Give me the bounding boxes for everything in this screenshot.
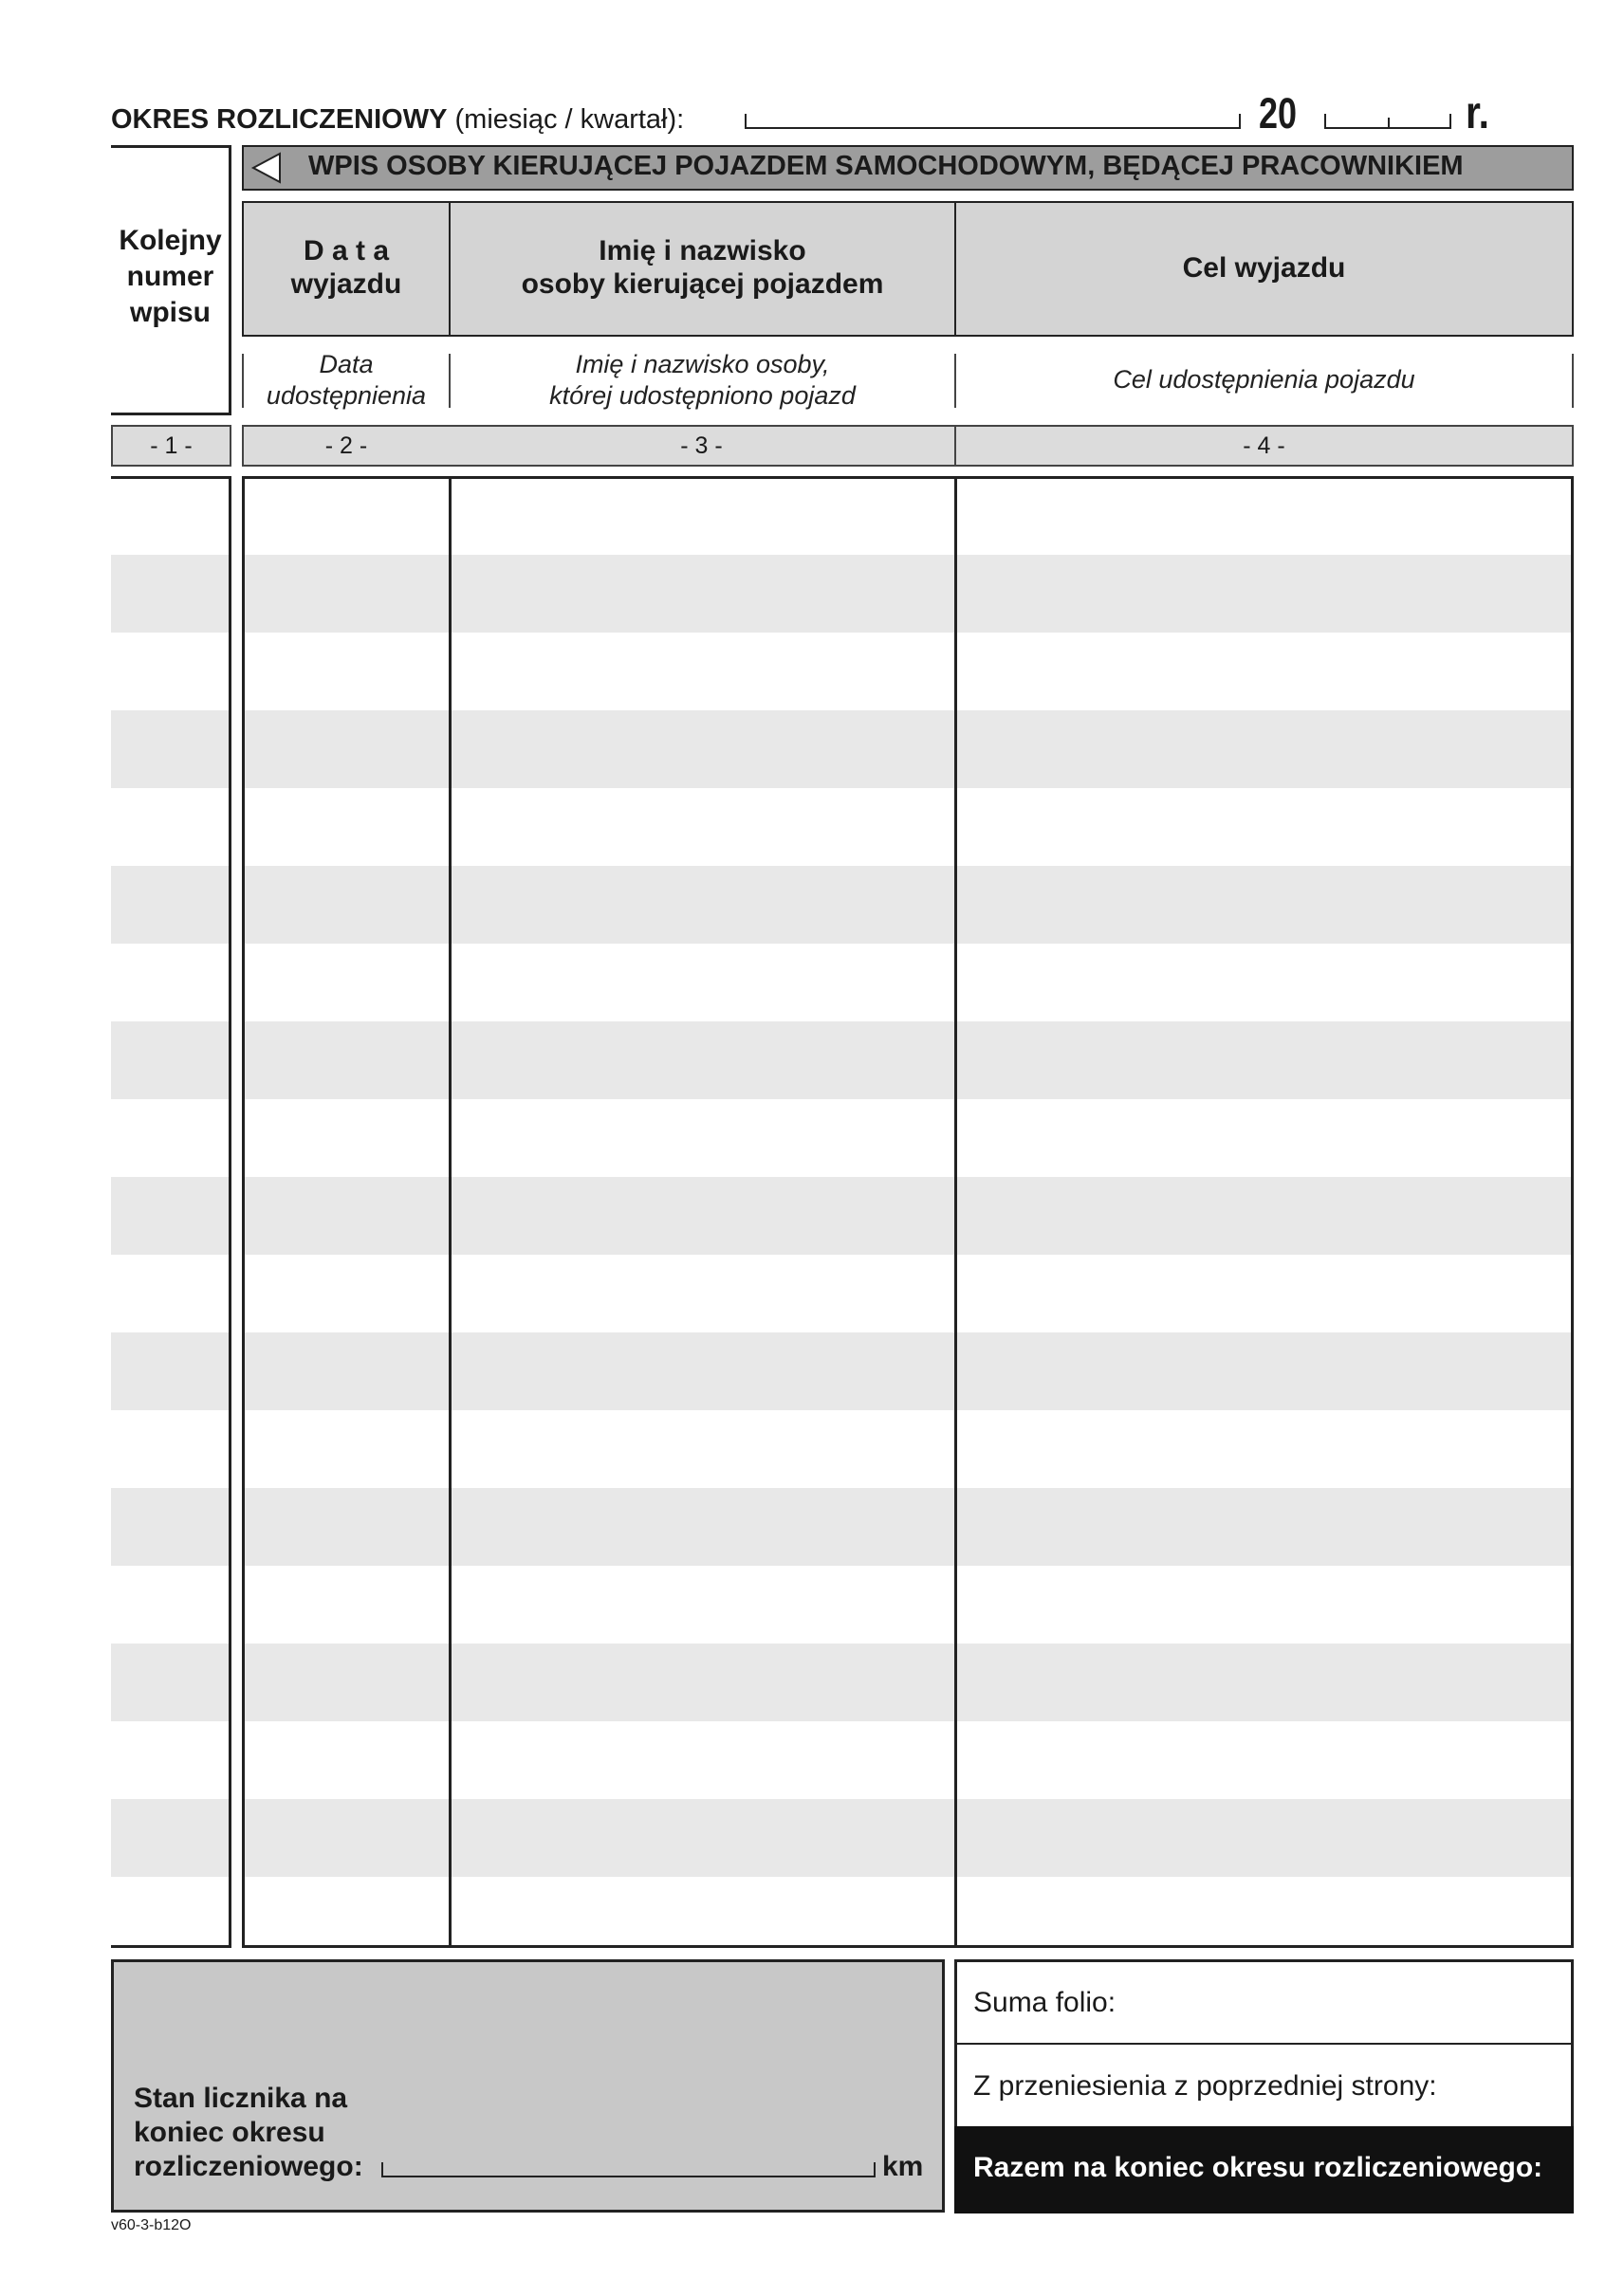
year-input-field[interactable] bbox=[1324, 114, 1451, 129]
col2-subheader: Data udostępnienia bbox=[266, 350, 427, 410]
col1-number: - 1 - bbox=[111, 425, 231, 467]
period-label-bold: OKRES ROZLICZENIOWY bbox=[111, 104, 448, 135]
meter-label: Stan licznika na koniec okresu rozliczeniowego: bbox=[134, 2083, 363, 2182]
col4-number: - 4 - bbox=[954, 425, 1574, 467]
col4-subheader: Cel udostępnienia pojazdu bbox=[1113, 365, 1415, 394]
entries-table bbox=[242, 476, 1574, 1948]
triangle-left-icon bbox=[250, 152, 283, 184]
col4-header: Cel wyjazdu bbox=[1182, 252, 1346, 284]
column-gap bbox=[231, 476, 242, 1948]
entries-number-column bbox=[111, 476, 231, 1948]
col3-subheader: Imię i nazwisko osoby, której udostępniono pojazd bbox=[549, 350, 856, 410]
km-unit-label: km bbox=[882, 2151, 924, 2182]
subheader-divider bbox=[1572, 354, 1574, 408]
col3-header: Imię i nazwisko osoby kierującej pojazdem bbox=[521, 235, 884, 300]
table-divider bbox=[449, 476, 452, 1948]
col3-number: - 3 - bbox=[449, 425, 956, 467]
col2-header: D a t a wyjazdu bbox=[290, 235, 402, 300]
version-code: v60-3-b12O bbox=[111, 2217, 192, 2233]
sum-folio-row[interactable]: Suma folio: bbox=[973, 1987, 1116, 2018]
year-prefix: 20 bbox=[1259, 89, 1298, 138]
carried-over-row[interactable]: Z przeniesienia z poprzedniej strony: bbox=[973, 2070, 1437, 2102]
total-row[interactable]: Razem na koniec okresu rozliczeniowego: bbox=[954, 2126, 1574, 2213]
period-label-normal: (miesiąc / kwartał): bbox=[454, 104, 685, 135]
col2-number: - 2 - bbox=[242, 425, 451, 467]
period-label bbox=[111, 104, 684, 136]
year-suffix: r. bbox=[1466, 88, 1489, 138]
page-title: WPIS OSOBY KIERUJĄCEJ POJAZDEM SAMOCHODOWYM, BĘDĄCEJ PRACOWNIKIEM bbox=[308, 151, 1464, 181]
period-input-field[interactable] bbox=[745, 114, 1241, 129]
table-divider bbox=[954, 476, 957, 1948]
col1-label: Kolejny numer wpisu bbox=[119, 225, 222, 328]
meter-input-field[interactable] bbox=[381, 2162, 876, 2177]
